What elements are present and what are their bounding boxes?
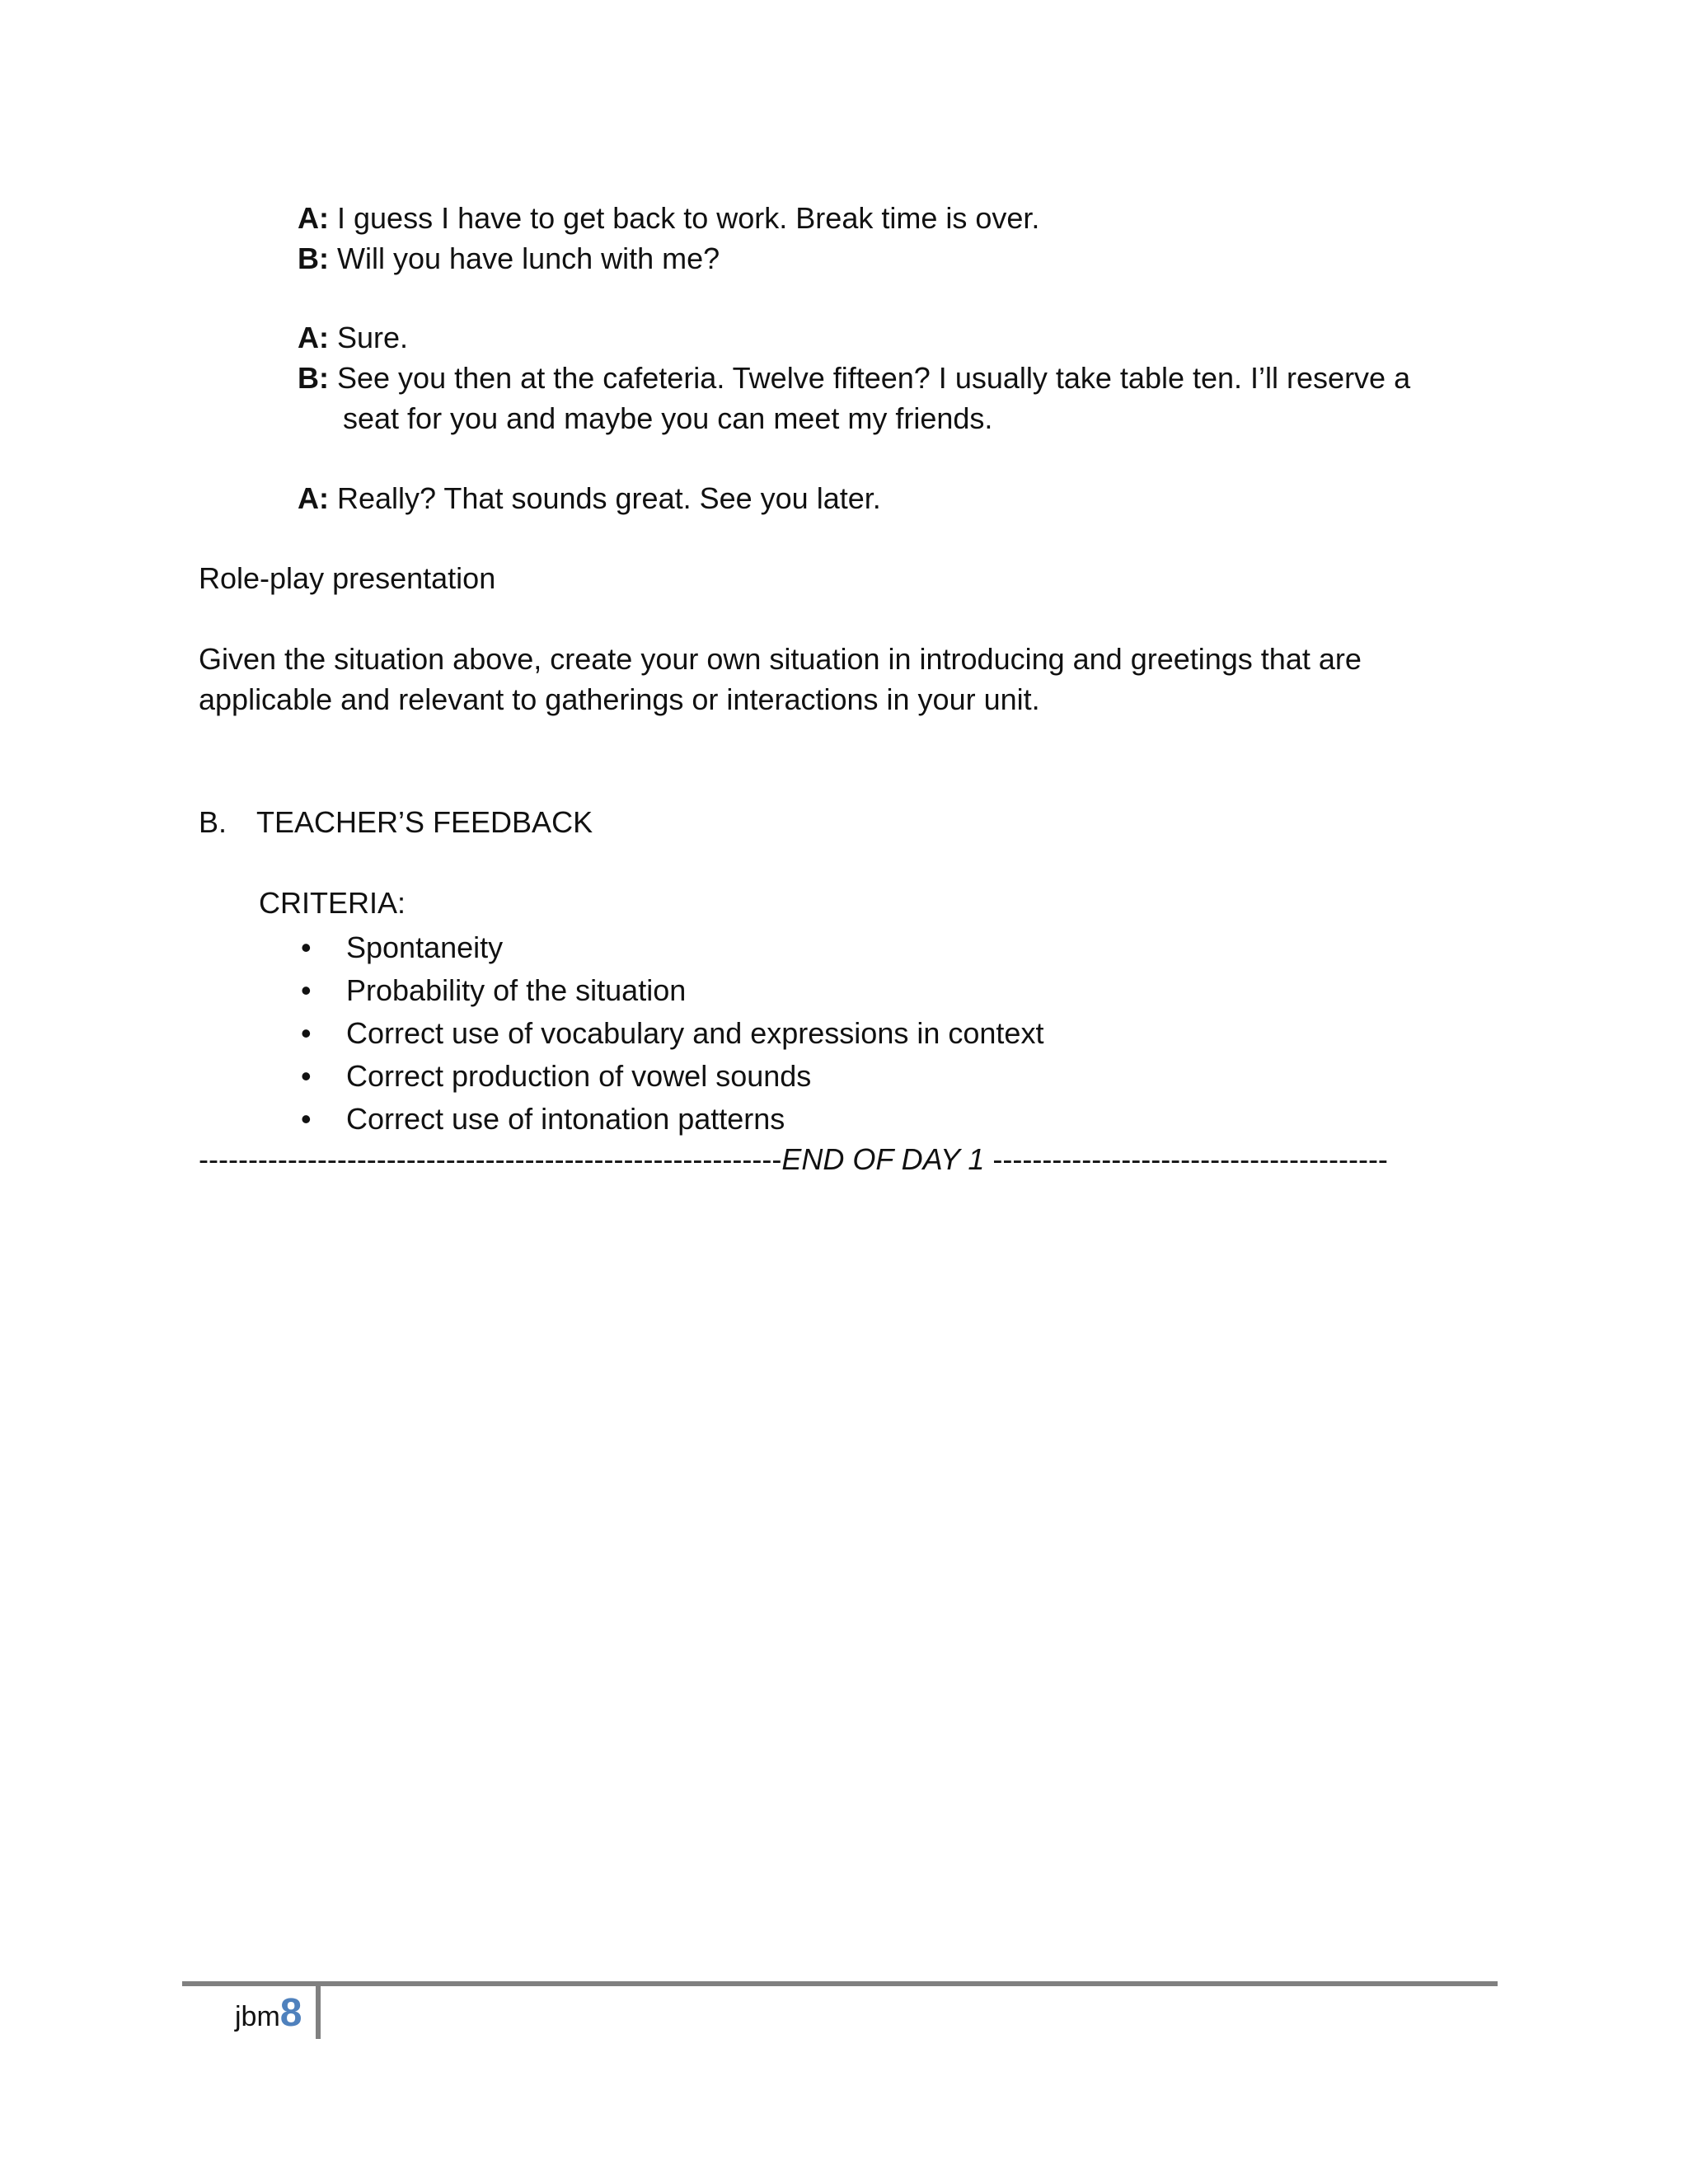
dialogue-text: Really? That sounds great. See you later. [329, 481, 881, 515]
bullet-icon: • [301, 1102, 312, 1136]
bullet-icon: • [301, 1059, 312, 1093]
bullet-icon: • [301, 1016, 312, 1050]
instruction-line-2: applicable and relevant to gatherings or interactions in your unit. [199, 682, 1040, 716]
instruction-line-1: Given the situation above, create your own situation in introducing and greetings that are [199, 642, 1362, 676]
end-of-day-text: END OF DAY 1 [781, 1142, 985, 1176]
bullet-icon: • [301, 930, 312, 964]
criteria-item: • Probability of the situation [293, 969, 1043, 1012]
dialogue-group-1 [298, 198, 1484, 279]
footer [235, 1993, 302, 2037]
speaker-label: A: [298, 321, 329, 354]
page-number: 8 [279, 1991, 302, 2035]
dialogue-line [298, 478, 1484, 518]
dialogue-continuation: seat for you and maybe you can meet my friends. [343, 401, 993, 435]
section-letter: B. [199, 805, 227, 839]
section-heading [199, 802, 593, 842]
criteria-item: • Correct use of vocabulary and expressions in context [293, 1012, 1043, 1055]
section-title: TEACHER’S FEEDBACK [256, 805, 593, 839]
divider-dashes-right: ---------------------------------------- [984, 1142, 1388, 1176]
dialogue-text: See you then at the cafeteria. Twelve fifteen? I usually take table ten. I’ll reserve a [329, 361, 1411, 395]
footer-label: jbm [235, 2001, 280, 2032]
dialogue-line [298, 238, 1484, 279]
criteria-item: • Correct use of intonation patterns [293, 1098, 1043, 1141]
dialogue-line [298, 317, 1484, 358]
speaker-label: B: [298, 361, 329, 395]
dialogue-group-3 [298, 478, 1484, 518]
dialogue-group-2 [298, 317, 1484, 438]
speaker-label: B: [298, 241, 329, 275]
criteria-item: • Spontaneity [293, 926, 1043, 969]
dialogue-line [298, 358, 1484, 398]
roleplay-heading: Role-play presentation [199, 561, 496, 595]
footer-vertical-rule [316, 1986, 321, 2039]
instruction-paragraph [199, 639, 1484, 719]
dialogue-text: Will you have lunch with me? [329, 241, 720, 275]
divider-dashes-left: ----------------------------------------------------------- [199, 1142, 782, 1176]
criteria-list [293, 926, 1043, 1141]
criteria-label: CRITERIA: [259, 886, 406, 920]
dialogue-text: Sure. [329, 321, 409, 354]
dialogue-text: I guess I have to get back to work. Break time is over. [329, 201, 1040, 235]
bullet-icon: • [301, 973, 312, 1007]
end-of-day-divider [199, 1139, 1484, 1179]
speaker-label: A: [298, 201, 329, 235]
dialogue-line [298, 198, 1484, 238]
footer-rule [182, 1981, 1498, 1986]
speaker-label: A: [298, 481, 329, 515]
criteria-item: • Correct production of vowel sounds [293, 1055, 1043, 1098]
